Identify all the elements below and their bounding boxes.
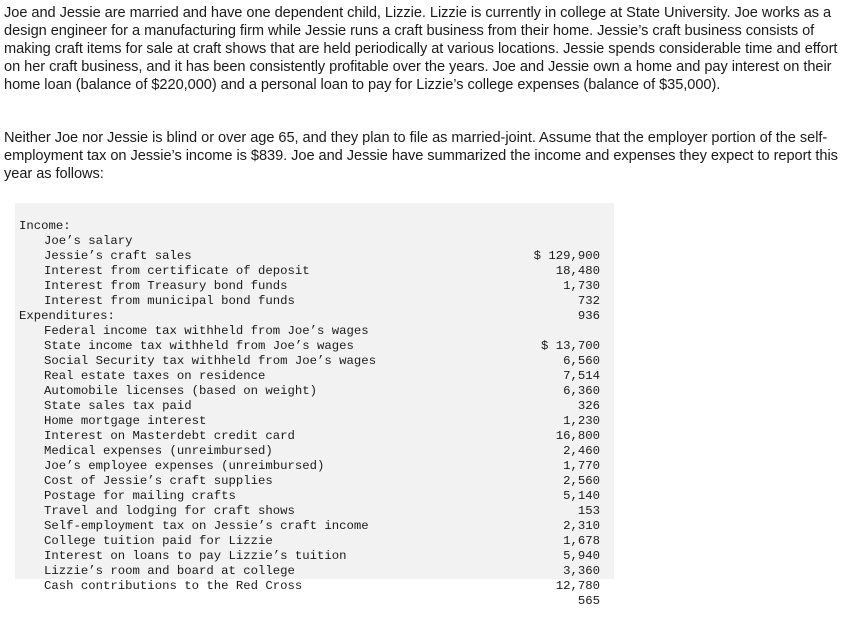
row-label: Interest from certificate of deposit	[44, 264, 310, 278]
row-label: Joe’s salary	[44, 234, 133, 248]
row-label: Cost of Jessie’s craft supplies	[44, 474, 273, 488]
row-label: Real estate taxes on residence	[44, 369, 266, 383]
income-header-row	[15, 204, 614, 233]
row-value: 6,560	[563, 354, 600, 368]
row-value: 2,310	[563, 519, 600, 533]
row-label: Cash contributions to the Red Cross	[44, 579, 303, 593]
row-value: $ 129,900	[533, 249, 600, 263]
row-label: Joe’s employee expenses (unreimbursed)	[44, 459, 325, 473]
row-label: Jessie’s craft sales	[44, 249, 192, 263]
row-value: 18,480	[555, 264, 600, 278]
row-value: 16,800	[555, 429, 600, 443]
row-label: Home mortgage interest	[44, 414, 207, 428]
row-label: Lizzie’s room and board at college	[44, 564, 295, 578]
filing-status-paragraph: Neither Joe nor Jessie is blind or over age 65, and they plan to file as married-joint. Assume that the employer portion of the self-employment tax on Jessie’s income is $839. Joe and Jessie have summarized the income and expenses they expect to report this year as follows:	[4, 130, 838, 182]
row-value: 3,360	[563, 564, 600, 578]
row-value: 1,230	[563, 414, 600, 428]
row-value: $ 13,700	[540, 339, 600, 353]
row-label: College tuition paid for Lizzie	[44, 534, 273, 548]
row-label: Interest from Treasury bond funds	[44, 279, 288, 293]
row-value: 936	[577, 309, 600, 323]
row-label: Self-employment tax on Jessie’s craft income	[44, 519, 369, 533]
row-value: 565	[577, 594, 600, 608]
row-value: 2,560	[563, 474, 600, 488]
row-label: Interest on Masterdebt credit card	[44, 429, 295, 443]
row-label: Interest on loans to pay Lizzie’s tuition	[44, 549, 347, 563]
expenditures-section-label: Expenditures:	[19, 309, 115, 323]
row-value: 732	[577, 294, 600, 308]
row-value: 1,730	[563, 279, 600, 293]
row-value: 5,140	[563, 489, 600, 503]
row-label: Medical expenses (unreimbursed)	[44, 444, 273, 458]
row-value: 1,678	[563, 534, 600, 548]
row-label: State sales tax paid	[44, 399, 192, 413]
row-value: 5,940	[563, 549, 600, 563]
row-label: Social Security tax withheld from Joe’s wages	[44, 354, 377, 368]
row-value: 12,780	[555, 579, 600, 593]
row-value: 6,360	[563, 384, 600, 398]
row-value: 2,460	[563, 444, 600, 458]
income-section-label: Income:	[19, 219, 71, 233]
row-label: Travel and lodging for craft shows	[44, 504, 295, 518]
row-label: Automobile licenses (based on weight)	[44, 384, 318, 398]
row-label: Federal income tax withheld from Joe’s wages	[44, 324, 369, 338]
intro-paragraph: Joe and Jessie are married and have one dependent child, Lizzie. Lizzie is currently in college at State University. Joe works as a design engineer for a manufacturing firm while Jessie runs a craft business from their home. Jessie’s craft business consists of making craft items for sale at craft shows that are held periodically at various locations. Jessie spends considerable time and effort on her craft business, and it has been consistently profitable over the years. Joe and Jessie own a home and pay interest on their home loan (balance of $220,000) and a personal loan to pay for Lizzie’s college expenses (balance of $35,000).	[4, 5, 838, 93]
income-expense-table	[15, 203, 614, 608]
row-value: 153	[577, 504, 600, 518]
row-label: Postage for mailing crafts	[44, 489, 236, 503]
row-value: 326	[577, 399, 600, 413]
row-value: 7,514	[563, 369, 600, 383]
row-label: State income tax withheld from Joe’s wages	[44, 339, 354, 353]
row-label: Interest from municipal bond funds	[44, 294, 295, 308]
row-value: 1,770	[563, 459, 600, 473]
